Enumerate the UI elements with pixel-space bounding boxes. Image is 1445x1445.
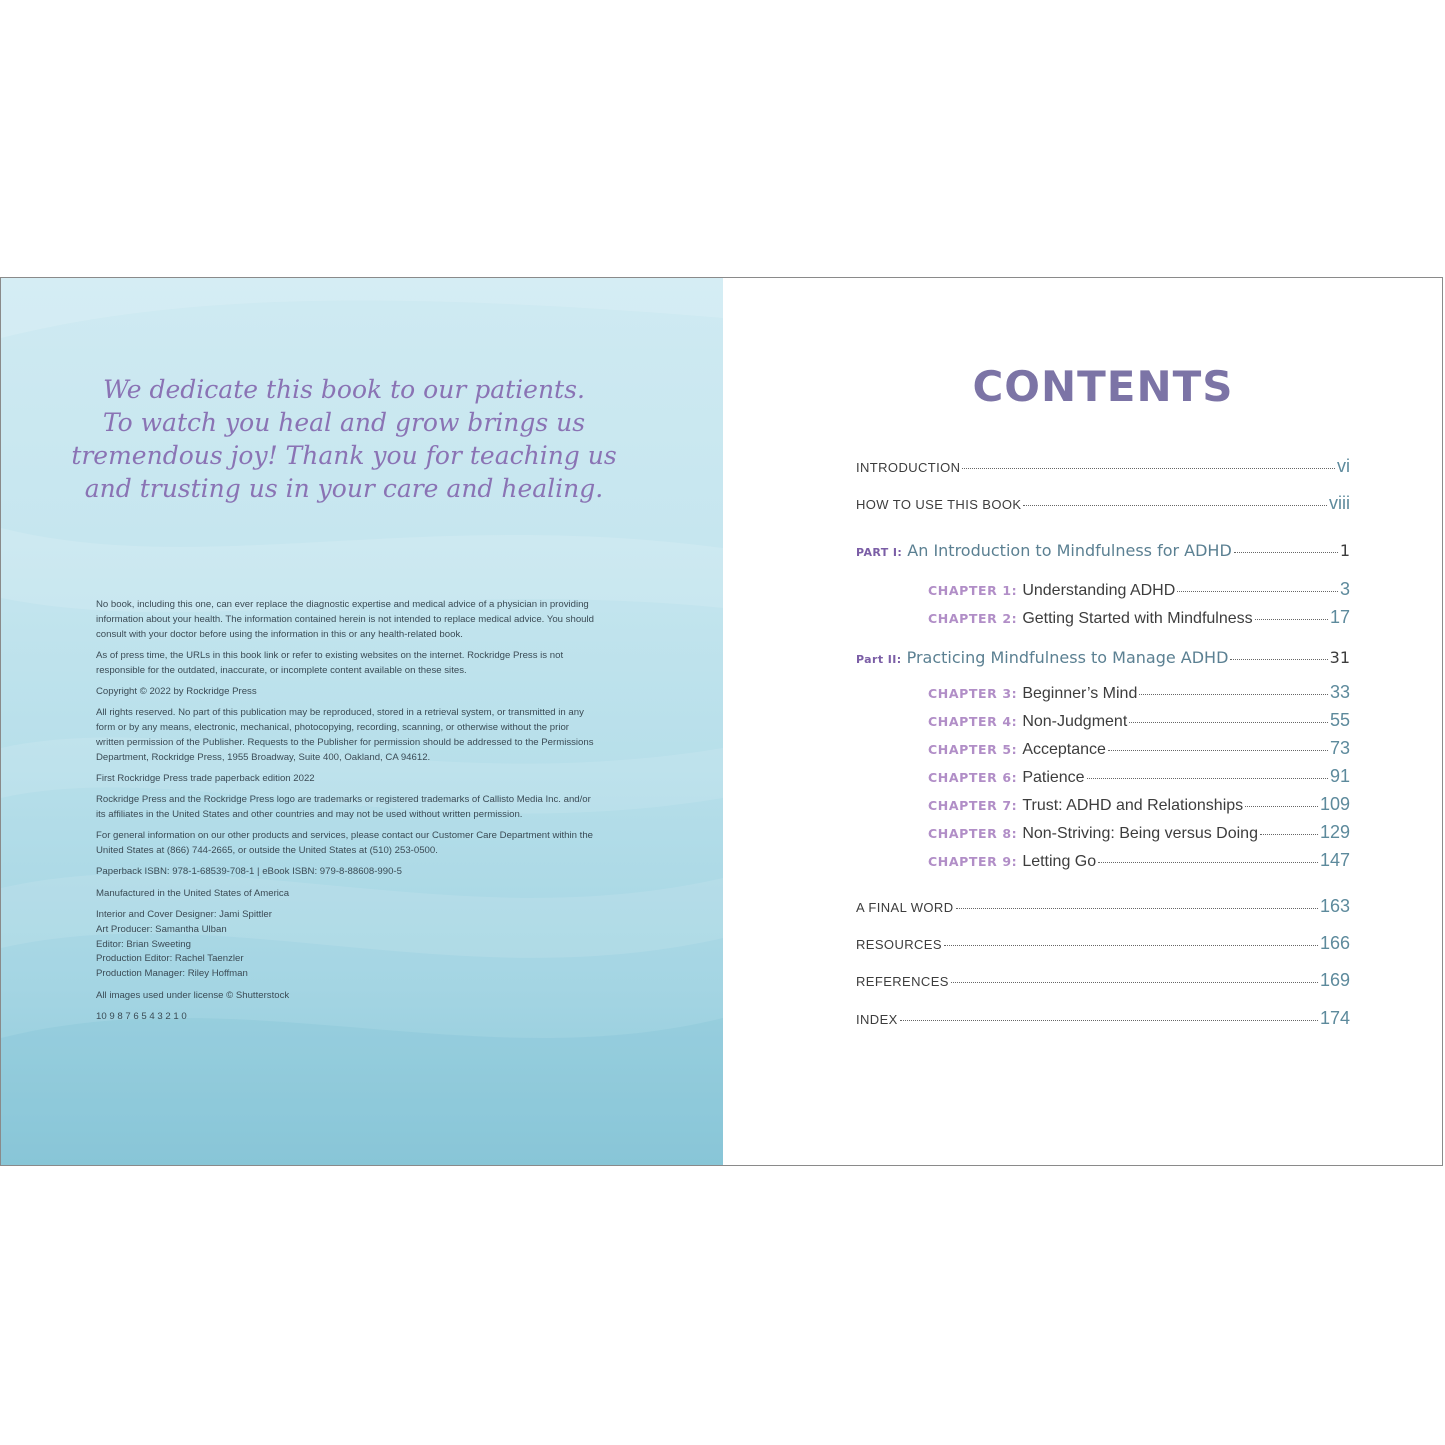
credits-list — [96, 908, 596, 982]
credit-line: Art Producer: Samantha Ulban — [96, 923, 227, 935]
part-title: Practicing Mindfulness to Manage ADHD — [906, 648, 1229, 667]
dot-leader — [1260, 834, 1318, 835]
toc-label: A FINAL WORD — [856, 900, 954, 915]
dedication-line: tremendous joy! Thank you for teaching us — [71, 441, 617, 470]
part-heading — [856, 541, 1232, 560]
chapter-tag: CHAPTER 9: — [928, 854, 1018, 869]
dedication-copyright-page — [1, 278, 723, 1165]
toc-entry-references[interactable] — [856, 970, 1350, 991]
toc-entry-part-1[interactable] — [856, 541, 1350, 560]
chapter-tag: CHAPTER 7: — [928, 798, 1018, 813]
dot-leader — [1087, 778, 1328, 779]
dot-leader — [1177, 591, 1338, 592]
chapter-title: Understanding ADHD — [1022, 582, 1176, 599]
chapter-heading — [928, 795, 1243, 815]
chapter-tag: CHAPTER 6: — [928, 770, 1018, 785]
copyright-block — [96, 598, 596, 1031]
toc-entry-chapter-7[interactable] — [928, 794, 1350, 815]
toc-entry-index[interactable] — [856, 1008, 1350, 1029]
copyright-line: Copyright © 2022 by Rockridge Press — [96, 685, 257, 697]
toc-entry-part-2[interactable] — [856, 648, 1350, 667]
chapter-title: Patience — [1022, 769, 1085, 786]
medical-disclaimer: No book, including this one, can ever replace the diagnostic expertise and medical advice of a physician in providing information about your health. The information contained herein is not intended to replace medical advice. You should consult with your doctor before using the information in this or any health-related book. — [96, 599, 594, 640]
credit-line: Interior and Cover Designer: Jami Spittler — [96, 909, 272, 921]
toc-page-number: 169 — [1319, 970, 1350, 990]
toc-entry-how-to-use[interactable] — [856, 493, 1350, 514]
credit-line: Editor: Brian Sweeting — [96, 938, 191, 950]
credit-line: Production Editor: Rachel Taenzler — [96, 953, 244, 965]
toc-page-number: 31 — [1329, 648, 1350, 667]
dedication-line: To watch you heal and grow brings us — [102, 408, 586, 437]
chapter-heading — [928, 580, 1175, 600]
edition-line: First Rockridge Press trade paperback edition 2022 — [96, 772, 315, 784]
toc-page-number: 55 — [1329, 710, 1350, 730]
chapter-title: Trust: ADHD and Relationships — [1022, 797, 1244, 814]
chapter-heading — [928, 711, 1127, 731]
toc-entry-chapter-6[interactable] — [928, 766, 1350, 787]
dot-leader — [1234, 552, 1338, 553]
dot-leader — [1245, 806, 1318, 807]
part-tag: PART I: — [856, 546, 903, 559]
chapter-tag: CHAPTER 3: — [928, 686, 1018, 701]
toc-page-number: 73 — [1329, 738, 1350, 758]
dot-leader — [1255, 619, 1328, 620]
toc-label: INDEX — [856, 1012, 898, 1027]
chapter-heading — [928, 683, 1137, 703]
manufactured-line: Manufactured in the United States of America — [96, 887, 290, 899]
url-disclaimer: As of press time, the URLs in this book link or refer to existing websites on the internet. Rockridge Press is not responsible for the outdated, inaccurate, or incomplete content available on these sites. — [96, 649, 564, 676]
dot-leader — [1023, 505, 1327, 506]
toc-page-number: 33 — [1329, 682, 1350, 702]
toc-label: INTRODUCTION — [856, 460, 961, 475]
dot-leader — [1108, 750, 1328, 751]
chapter-heading — [928, 608, 1253, 628]
chapter-title: Non-Judgment — [1022, 713, 1128, 730]
contents-title: CONTENTS — [972, 362, 1234, 411]
toc-entry-resources[interactable] — [856, 933, 1350, 954]
part-heading — [856, 648, 1228, 667]
toc-label: REFERENCES — [856, 974, 949, 989]
dedication-line: and trusting us in your care and healing. — [84, 474, 604, 503]
dot-leader — [1230, 659, 1327, 660]
chapter-heading — [928, 851, 1096, 871]
dot-leader — [1098, 862, 1318, 863]
chapter-title: Beginner’s Mind — [1022, 685, 1138, 702]
chapter-title: Letting Go — [1022, 853, 1097, 870]
toc-page-number: 17 — [1329, 607, 1350, 627]
toc-page-number: 147 — [1319, 850, 1350, 870]
contents-page — [723, 278, 1443, 1165]
dot-leader — [951, 982, 1318, 983]
printing-line: 10 9 8 7 6 5 4 3 2 1 0 — [96, 1010, 187, 1022]
toc-page-number: 91 — [1329, 766, 1350, 786]
contact-info: For general information on our other products and services, please contact our Customer Care Department within the United States at (866) 744-2665, or outside the United States at (510) 253-0500. — [96, 830, 593, 857]
toc-entry-final-word[interactable] — [856, 896, 1350, 917]
chapter-title: Acceptance — [1022, 741, 1106, 758]
toc-page-number: 174 — [1319, 1008, 1350, 1028]
chapter-heading — [928, 767, 1085, 787]
rights-reserved: All rights reserved. No part of this publication may be reproduced, stored in a retrieval system, or transmitted in any form or by any means, electronic, mechanical, photocopying, recording, scanning, or otherwise without the prior written permission of the Publisher. Requests to the Publisher for permission should be addressed to the Permissions Department, Rockridge Press, 1955 Broadway, Suite 400, Oakland, CA 94612. — [96, 707, 594, 763]
chapter-tag: CHAPTER 4: — [928, 714, 1018, 729]
image-license: All images used under license © Shutterstock — [96, 989, 290, 1001]
chapter-tag: CHAPTER 5: — [928, 742, 1018, 757]
toc-page-number: 3 — [1339, 579, 1350, 599]
toc-entry-chapter-2[interactable] — [928, 607, 1350, 628]
chapter-title: Getting Started with Mindfulness — [1022, 610, 1253, 627]
toc-page-number: vi — [1337, 456, 1350, 476]
toc-page-number: 166 — [1319, 933, 1350, 953]
chapter-title: Non-Striving: Being versus Doing — [1022, 825, 1258, 842]
chapter-heading — [928, 823, 1258, 843]
toc-page-number: 129 — [1319, 822, 1350, 842]
chapter-tag: CHAPTER 1: — [928, 583, 1018, 598]
toc-label: RESOURCES — [856, 937, 942, 952]
toc-entry-chapter-3[interactable] — [928, 682, 1350, 703]
part-title: An Introduction to Mindfulness for ADHD — [907, 541, 1232, 560]
toc-page-number: viii — [1329, 493, 1350, 513]
toc-entry-chapter-5[interactable] — [928, 738, 1350, 759]
dot-leader — [900, 1020, 1318, 1021]
chapter-tag: CHAPTER 8: — [928, 826, 1018, 841]
chapter-heading — [928, 739, 1106, 759]
toc-entry-chapter-4[interactable] — [928, 710, 1350, 731]
book-spread — [0, 277, 1443, 1166]
dot-leader — [1139, 694, 1328, 695]
credit-line: Production Manager: Riley Hoffman — [96, 968, 248, 980]
dot-leader — [956, 908, 1318, 909]
dot-leader — [962, 468, 1335, 469]
toc-page-number: 163 — [1319, 896, 1350, 916]
toc-page-number: 1 — [1339, 541, 1350, 560]
dot-leader — [1129, 722, 1328, 723]
dedication-text — [61, 373, 627, 505]
toc-label: HOW TO USE THIS BOOK — [856, 497, 1022, 512]
toc-entry-introduction[interactable] — [856, 456, 1350, 477]
trademark-notice: Rockridge Press and the Rockridge Press logo are trademarks or registered trademarks of Callisto Media Inc. and/or its affiliates in the United States and other countries and may not be used without written permission. — [96, 794, 591, 821]
toc-entry-chapter-9[interactable] — [928, 850, 1350, 871]
chapter-tag: CHAPTER 2: — [928, 611, 1018, 626]
dedication-line: We dedicate this book to our patients. — [103, 375, 585, 404]
toc-entry-chapter-8[interactable] — [928, 822, 1350, 843]
toc-page-number: 109 — [1319, 794, 1350, 814]
toc-entry-chapter-1[interactable] — [928, 579, 1350, 600]
part-tag: Part II: — [856, 653, 902, 666]
isbn-line: Paperback ISBN: 978-1-68539-708-1 | eBook ISBN: 979-8-88608-990-5 — [96, 866, 402, 878]
dot-leader — [944, 945, 1318, 946]
